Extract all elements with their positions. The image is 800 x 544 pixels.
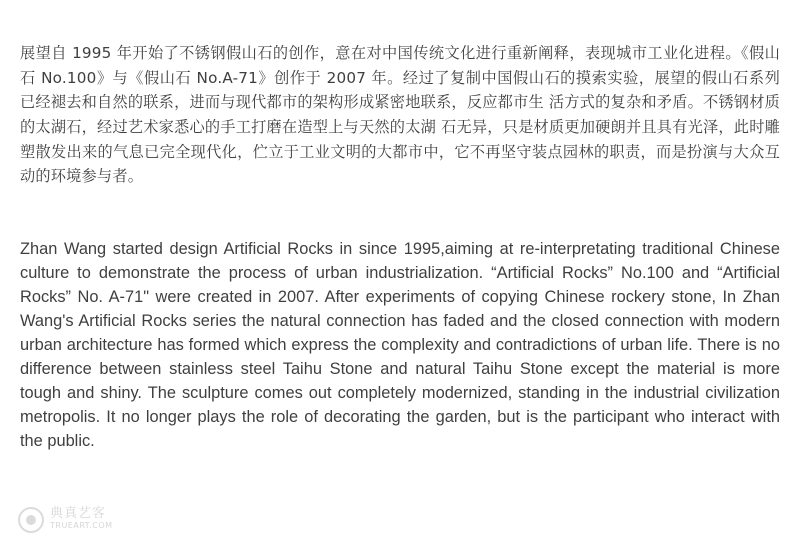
english-paragraph: Zhan Wang started design Artificial Rocks in since 1995,aiming at re-interpretating traditional Chinese culture to demonstrate the process of urban industrialization. “Artificial Rocks” No.100 and “Artificial Rocks” No. A-71" were created in 2007. After experiments of copying Chinese rockery stone, In Zhan Wang's Artificial Rocks series the natural connection has faded and the closed connection with modern urban architecture has formed which express the complexity and contradictions of urban life. There is no difference between stainless steel Taihu Stone and natural Taihu Stone except the material is more tough and shiny. The sculpture comes out completely modernized, standing in the industrial civilization metropolis. It no longer plays the role of decorating the garden, but is the participant who interact with the public. xyxy=(20,240,780,450)
trueart-logo-icon xyxy=(18,507,44,533)
watermark-chinese: 典真艺客 xyxy=(50,506,107,521)
watermark-english: TRUEART.COM xyxy=(50,521,113,530)
watermark xyxy=(18,500,138,540)
watermark-text xyxy=(50,508,113,532)
chinese-paragraph: 展望自 1995 年开始了不锈钢假山石的创作，意在对中国传统文化进行重新阐释，表现城市工业化进程。《假山石 No.100》与《假山石 No.A-71》创作于 2007 年。经过了复制中国假山石的摸索实验，展望的假山石系列已经褪去和自然的联系，进而与现代都市的架构形成紧密地联系，反应都市生 活方式的复杂和矛盾。不锈钢材质的太湖石，经过艺术家悉心的手工打磨在造型上与天然的太湖 石无异，只是材质更加硬朗并且具有光泽，此时雕塑散发出来的气息已完全现代化，伫立于工业文明的大都市中，它不再坚守装点园林的职责，而是扮演与大众互动的环境参与者。 xyxy=(20,44,780,186)
